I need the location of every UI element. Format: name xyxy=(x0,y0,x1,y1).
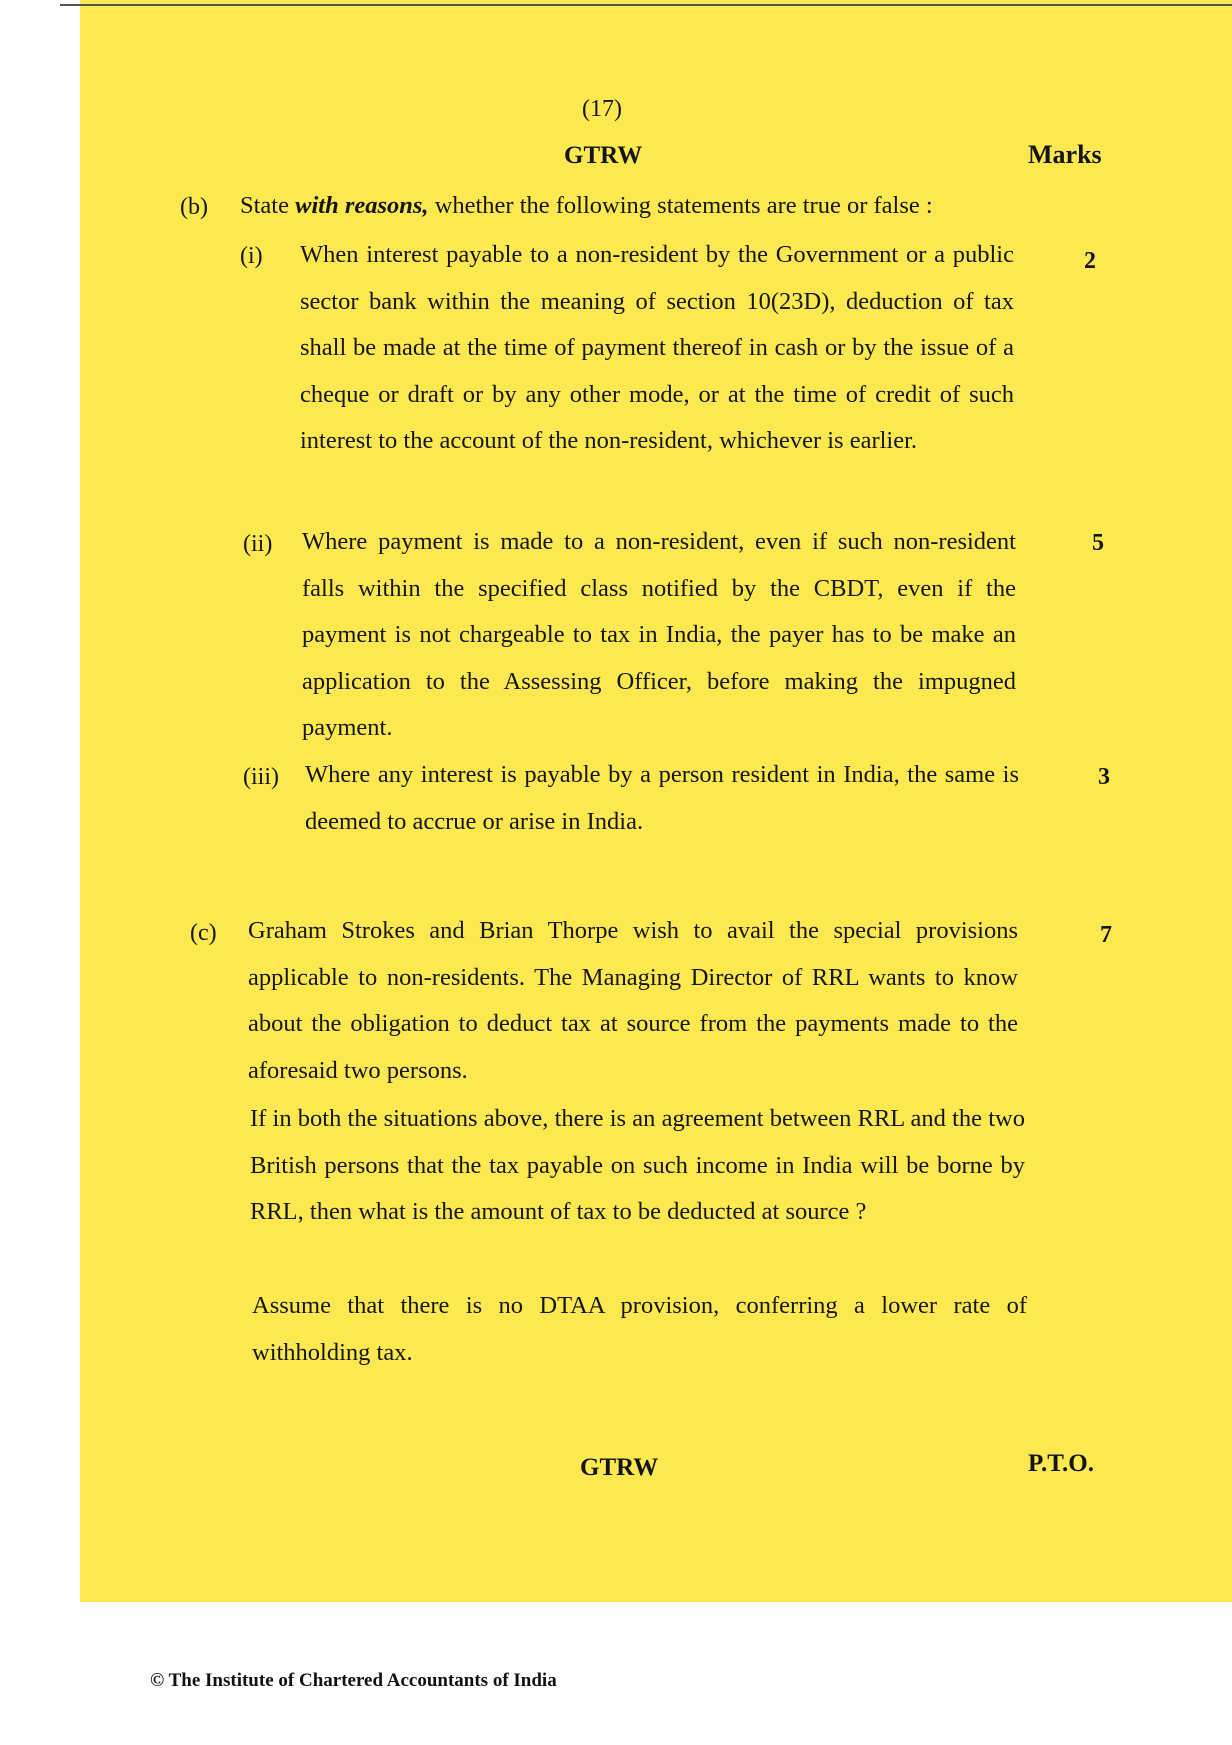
marks-column-heading: Marks xyxy=(1028,140,1102,169)
statement-iii: Where any interest is payable by a person resident in India, the same is deemed to accrue or arise in India. xyxy=(305,761,1019,835)
item-label-i: (i) xyxy=(240,243,263,269)
paper-code-header: GTRW xyxy=(564,142,643,169)
question-label-c: (c) xyxy=(190,920,217,946)
item-label-ii: (ii) xyxy=(243,531,273,557)
intro-suffix: whether the following statements are true or false : xyxy=(428,192,933,219)
page-number: (17) xyxy=(582,96,622,122)
copyright-notice: © The Institute of Chartered Accountants of India xyxy=(150,1670,557,1691)
question-c-paragraph-3: Assume that there is no DTAA provision, conferring a lower rate of withholding tax. xyxy=(252,1292,1027,1366)
question-c-paragraph-2: If in both the situations above, there is an agreement between RRL and the two British persons that the tax payable on such income in India will be borne by RRL, then what is the amount of tax to be deducted at source ? xyxy=(250,1105,1025,1225)
intro-emphasis: with reasons, xyxy=(295,192,429,219)
question-c-paragraph-1: Graham Strokes and Brian Thorpe wish to avail the special provisions applicable to non-residents. The Managing Director of RRL wants to know about the obligation to deduct tax at source from the payments made to the aforesaid two persons. xyxy=(248,917,1018,1084)
top-border-line xyxy=(60,4,1232,6)
statement-ii: Where payment is made to a non-resident, even if such non-resident falls within the specified class notified by the CBDT, even if the payment is not chargeable to tax in India, the payer has to be make an application to the Assessing Officer, before making the impugned payment. xyxy=(302,528,1016,741)
item-label-iii: (iii) xyxy=(243,764,279,790)
statement-i: When interest payable to a non-resident by the Government or a public sector bank within the meaning of section 10(23D), deduction of tax shall be made at the time of payment thereof in cash or by the issue of a cheque or draft or by any other mode, or at the time of credit of such interest to the account of the non-resident, whichever is earlier. xyxy=(300,241,1014,454)
marks-ii: 5 xyxy=(1092,530,1104,556)
paper-code-footer: GTRW xyxy=(580,1454,659,1481)
marks-iii: 3 xyxy=(1098,764,1110,790)
intro-prefix: State xyxy=(240,192,296,219)
marks-i: 2 xyxy=(1084,248,1096,274)
marks-c: 7 xyxy=(1100,922,1112,948)
please-turn-over: P.T.O. xyxy=(1028,1450,1094,1477)
question-b-intro xyxy=(240,192,933,220)
question-label-b: (b) xyxy=(180,194,208,220)
